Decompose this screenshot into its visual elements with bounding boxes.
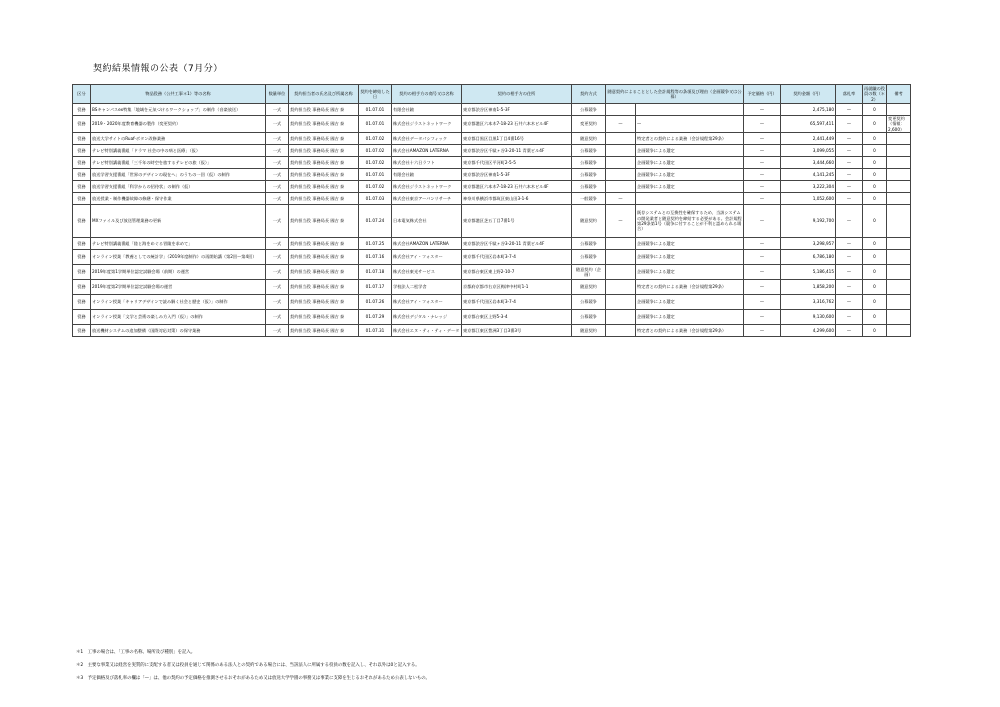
cell-item-name: 放送機材システムの追加整備（国際対応対策）の保守業務 (91, 324, 266, 336)
cell-officer-count: 0 (863, 132, 887, 144)
cell-partner: 株式会社ジラストネットワーク (392, 116, 462, 133)
cell-remarks (887, 168, 911, 180)
cell-method: 随意契約 (572, 279, 606, 294)
cell-category: 役務 (73, 249, 91, 264)
cell-method: 変更契約 (572, 116, 606, 133)
cell-address: 東京都千代田区岩本町3-7-4 (462, 294, 572, 309)
table-row (73, 156, 911, 168)
table-row (73, 264, 911, 279)
cell-planned-price: — (744, 204, 781, 237)
cell-method: 公募競争 (572, 144, 606, 156)
cell-quantity: 一式 (266, 249, 289, 264)
table-row (73, 237, 911, 249)
cell-officer: 契約担当役 事務局長 國吉 泰 (289, 132, 359, 144)
cell-remarks (887, 132, 911, 144)
cell-rate: — (836, 279, 863, 294)
cell-category: 役務 (73, 204, 91, 237)
cell-method: 公募競争 (572, 249, 606, 264)
cell-officer: 契約担当役 事務局長 國吉 泰 (289, 168, 359, 180)
cell-address: 東京都台東区東上野2-10-7 (462, 264, 572, 279)
table-row (73, 144, 911, 156)
cell-method: 一般競争 (572, 192, 606, 204)
cell-officer: 契約担当役 事務局長 國吉 泰 (289, 309, 359, 324)
cell-quantity: 一式 (266, 294, 289, 309)
cell-amount: 6,786,180 (781, 249, 836, 264)
cell-officer-count: 0 (863, 144, 887, 156)
cell-planned-price: — (744, 168, 781, 180)
cell-date: 01.07.29 (359, 309, 392, 324)
footnote: ＊2 主要な事業又は経営を実質的に支配する者又は役員を通じて関係のある法人との契約である場合には、当該法人に所属する役員の数を記入し、それ以外は0と記入する。 (76, 663, 420, 668)
cell-item-name: 2019・2020年度教育機器の製作（変更契約） (91, 116, 266, 133)
cell-reason (606, 132, 636, 144)
cell-officer-count: 0 (863, 237, 887, 249)
cell-planned-price: — (744, 192, 781, 204)
footnotes (76, 646, 430, 685)
cell-remarks (887, 237, 911, 249)
cell-partner: 株式会社アイ・フォスター (392, 249, 462, 264)
cell-date: 01.07.17 (359, 279, 392, 294)
cell-partner: 有限会社鎚 (392, 168, 462, 180)
cell-reason (606, 156, 636, 168)
cell-address: 東京都渋谷区神南1-5-3F (462, 104, 572, 116)
cell-partner: 株式会社十六日ラフト (392, 156, 462, 168)
cell-officer: 契約担当役 事務局長 國吉 泰 (289, 204, 359, 237)
cell-reason (606, 144, 636, 156)
cell-method: 随意契約 (572, 204, 606, 237)
cell-remarks: 変更契約（情報：2,600） (887, 116, 911, 133)
cell-reason (606, 168, 636, 180)
cell-officer-count: 0 (863, 279, 887, 294)
cell-reason (606, 249, 636, 264)
cell-rate: — (836, 264, 863, 279)
cell-item-name: 放送授業・制作機器故障の修繕・保守作業 (91, 192, 266, 204)
cell-address: 東京都港区六本木7-18-23 石井六本木ビル4F (462, 180, 572, 192)
cell-officer: 契約担当役 事務局長 國吉 泰 (289, 237, 359, 249)
header-cell: 契約金額（円） (781, 85, 836, 104)
cell-reason-detail: 既存システムとの互換性を確保するため、当該システムの開発業者と随意契約を締結する必要がある。会計規程第29条第1号（競争に付することが不利と認められる場合） (636, 204, 744, 237)
table-header-row (73, 85, 911, 104)
cell-reason (606, 294, 636, 309)
cell-officer-count: 0 (863, 264, 887, 279)
header-cell: 物品役務（公共工事＊1）等の名称 (91, 85, 266, 104)
cell-amount: 2,475,180 (781, 104, 836, 116)
cell-amount: 3,444,660 (781, 156, 836, 168)
cell-date: 01.07.25 (359, 237, 392, 249)
table-row (73, 168, 911, 180)
cell-officer-count: 0 (863, 156, 887, 168)
cell-amount: 3,316,762 (781, 294, 836, 309)
cell-planned-price: — (744, 104, 781, 116)
cell-item-name: MXファイル及び放送管理業務の更新 (91, 204, 266, 237)
cell-officer-count: 0 (863, 168, 887, 180)
cell-quantity: 一式 (266, 116, 289, 133)
cell-item-name: テレビ特別講義番組「三千年の時空を旅するテレビの旅（仮）」 (91, 156, 266, 168)
cell-partner: 日本電気株式会社 (392, 204, 462, 237)
cell-quantity: 一式 (266, 168, 289, 180)
cell-category: 役務 (73, 116, 91, 133)
cell-amount: 1,052,600 (781, 192, 836, 204)
cell-reason-detail: 企画競争による選定 (636, 144, 744, 156)
cell-amount: 9,192,700 (781, 204, 836, 237)
header-cell: 再就職の役員の数（＊2） (864, 86, 885, 102)
cell-amount: 1,858,200 (781, 279, 836, 294)
cell-officer-count: 0 (863, 180, 887, 192)
table-row (73, 309, 911, 324)
cell-quantity: 一式 (266, 144, 289, 156)
cell-rate: — (836, 324, 863, 336)
cell-reason-detail (636, 192, 744, 204)
cell-officer: 契約担当役 事務局長 國吉 泰 (289, 324, 359, 336)
cell-category: 役務 (73, 324, 91, 336)
cell-reason-detail: 企画競争による選定 (636, 264, 744, 279)
cell-category: 役務 (73, 168, 91, 180)
cell-category: 役務 (73, 192, 91, 204)
cell-officer: 契約担当役 事務局長 國吉 泰 (289, 180, 359, 192)
table-row (73, 180, 911, 192)
cell-rate: — (836, 132, 863, 144)
cell-item-name: 放送大学サイトのRuaf-ボタン改修業務 (91, 132, 266, 144)
cell-date: 01.07.02 (359, 144, 392, 156)
header-cell: 予定価格（円） (744, 85, 781, 104)
cell-reason (606, 264, 636, 279)
cell-officer: 契約担当役 事務局長 國吉 泰 (289, 104, 359, 116)
cell-amount: 3,222,304 (781, 180, 836, 192)
cell-remarks (887, 249, 911, 264)
cell-officer: 契約担当役 事務局長 國吉 泰 (289, 294, 359, 309)
cell-reason-detail: 特定者との契約による業務（会計規程第29条） (636, 132, 744, 144)
cell-remarks (887, 204, 911, 237)
cell-officer: 契約担当役 事務局長 國吉 泰 (289, 279, 359, 294)
cell-quantity: 一式 (266, 309, 289, 324)
cell-planned-price: — (744, 156, 781, 168)
cell-address: 東京都千代田区平河町2-5-5 (462, 156, 572, 168)
cell-partner: 株式会社東京アーバンリサーチ (392, 192, 462, 204)
cell-method: 随意契約（企画） (572, 264, 606, 279)
cell-quantity: 一式 (266, 132, 289, 144)
cell-reason-detail: 企画競争による選定 (636, 249, 744, 264)
cell-amount: 65,597,411 (781, 116, 836, 133)
cell-partner: 有限会社鎚 (392, 104, 462, 116)
cell-planned-price: — (744, 264, 781, 279)
header-cell: 契約を締結した日 (359, 85, 392, 104)
table-row (73, 324, 911, 336)
cell-officer: 契約担当役 事務局長 國吉 泰 (289, 264, 359, 279)
cell-remarks (887, 192, 911, 204)
cell-date: 01.07.03 (359, 192, 392, 204)
cell-quantity: 一式 (266, 324, 289, 336)
cell-date: 01.07.02 (359, 156, 392, 168)
cell-amount: 3,298,957 (781, 237, 836, 249)
cell-category: 役務 (73, 104, 91, 116)
cell-rate: — (836, 116, 863, 133)
cell-partner: 株式会社エヌ・ティ・ティ・データ (392, 324, 462, 336)
cell-planned-price: — (744, 249, 781, 264)
cell-category: 役務 (73, 156, 91, 168)
cell-reason-detail: 特定者との契約による業務（会計規程第29条） (636, 324, 744, 336)
cell-date: 01.07.01 (359, 116, 392, 133)
cell-item-name: 放送学習支援番組「世界のデザインの現在へ」のうちの一回（仮）の制作 (91, 168, 266, 180)
cell-partner: 株式会社東光サービス (392, 264, 462, 279)
cell-planned-price: — (744, 116, 781, 133)
cell-date: 01.07.02 (359, 132, 392, 144)
header-cell: 契約担当者の氏名及び所属名称 (289, 85, 359, 104)
footnote: ＊3 予定価格及び落札率の欄は「—」は、他の契約の予定価格を推測させるおそれがあるため又は放送大学学園の事務又は事業に支障を生じるおそれがあるため公表しないもの。 (76, 676, 430, 681)
cell-rate: — (836, 144, 863, 156)
table-row (73, 279, 911, 294)
cell-quantity: 一式 (266, 237, 289, 249)
footnote: ＊1 工事の場合は、「工事の名称、場所及び種別」を記入。 (76, 650, 196, 655)
cell-quantity: 一式 (266, 104, 289, 116)
cell-address: 東京都港区芝五丁目7番1号 (462, 204, 572, 237)
cell-item-name: テレビ特別講義番組「陸と海をめぐる冒険を求めて」 (91, 237, 266, 249)
cell-method: 公募競争 (572, 237, 606, 249)
cell-address: 東京都目黒区目黒1丁目4番16号 (462, 132, 572, 144)
table-row (73, 132, 911, 144)
cell-partner: 株式会社AMAZON LATERNA (392, 237, 462, 249)
cell-officer: 契約担当役 事務局長 國吉 泰 (289, 249, 359, 264)
cell-item-name: 2019年度第2学期単位認定試験会場の運営 (91, 279, 266, 294)
cell-reason (606, 104, 636, 116)
cell-remarks (887, 180, 911, 192)
cell-category: 役務 (73, 132, 91, 144)
cell-officer-count: 0 (863, 192, 887, 204)
cell-category: 役務 (73, 264, 91, 279)
header-cell: 契約の相手方の住所 (462, 85, 572, 104)
table-row (73, 192, 911, 204)
cell-item-name: 放送学習支援番組「科学からの招待状」の制作（仮） (91, 180, 266, 192)
cell-planned-price: — (744, 279, 781, 294)
cell-reason-detail (636, 104, 744, 116)
cell-planned-price: — (744, 237, 781, 249)
cell-reason: — (606, 204, 636, 237)
header-cell: 区分 (73, 85, 91, 104)
header-cell: 備考 (887, 85, 911, 104)
cell-address: 神奈川県横浜市都筑区東山田3-1-6 (462, 192, 572, 204)
cell-reason-detail: 企画競争による選定 (636, 237, 744, 249)
cell-rate: — (836, 168, 863, 180)
cell-date: 01.07.24 (359, 204, 392, 237)
cell-rate: — (836, 249, 863, 264)
cell-rate: — (836, 294, 863, 309)
cell-date: 01.07.16 (359, 249, 392, 264)
cell-item-name: 2019年度第1学期単位認定試験会場（前期）の運営 (91, 264, 266, 279)
cell-quantity: 一式 (266, 156, 289, 168)
cell-category: 役務 (73, 309, 91, 324)
cell-planned-price: — (744, 180, 781, 192)
cell-officer: 契約担当役 事務局長 國吉 泰 (289, 192, 359, 204)
cell-rate: — (836, 156, 863, 168)
cell-item-name: オンライン授業「キャリアデザインで読み解く社会と歴史（仮）」の制作 (91, 294, 266, 309)
table-row (73, 249, 911, 264)
cell-item-name: オンライン授業「教養としての統計学」（2019年度制作）の再開始講（第2回～第4回） (91, 249, 266, 264)
cell-amount: 3,099,055 (781, 144, 836, 156)
cell-method: 公募競争 (572, 168, 606, 180)
cell-officer-count: 0 (863, 249, 887, 264)
cell-method: 公募競争 (572, 104, 606, 116)
cell-officer-count: 0 (863, 294, 887, 309)
cell-method: 公募競争 (572, 294, 606, 309)
header-cell: 落札率 (836, 85, 863, 104)
cell-category: 役務 (73, 294, 91, 309)
cell-date: 01.07.02 (359, 180, 392, 192)
cell-remarks (887, 156, 911, 168)
cell-officer: 契約担当役 事務局長 國吉 泰 (289, 156, 359, 168)
header-cell: 契約の相手方の商号又は名称 (392, 85, 462, 104)
cell-reason-detail: — (636, 116, 744, 133)
header-cell: 契約方式 (572, 85, 606, 104)
cell-remarks (887, 324, 911, 336)
cell-quantity: 一式 (266, 180, 289, 192)
cell-item-name: BSキャンパスex特集「地域を元気づけるワークショップ」の制作（音楽放送） (91, 104, 266, 116)
cell-category: 役務 (73, 279, 91, 294)
cell-address: 東京都港区六本木7-18-23 石井六本木ビル4F (462, 116, 572, 133)
cell-remarks (887, 309, 911, 324)
cell-officer: 契約担当役 事務局長 國吉 泰 (289, 144, 359, 156)
page-title: 契約結果情報の公表（7月分） (93, 64, 223, 74)
cell-reason: — (606, 116, 636, 133)
cell-address: 東京都渋谷区千駄ヶ谷3-20-11 青葉ビル4F (462, 237, 572, 249)
cell-reason-detail: 企画競争による選定 (636, 309, 744, 324)
table-row (73, 104, 911, 116)
cell-rate: — (836, 237, 863, 249)
cell-partner: 株式会社ジラストネットワーク (392, 180, 462, 192)
cell-reason-detail: 企画競争による選定 (636, 180, 744, 192)
cell-category: 役務 (73, 237, 91, 249)
cell-address: 東京都江東区豊洲3丁目3番3号 (462, 324, 572, 336)
cell-rate: — (836, 192, 863, 204)
cell-date: 01.07.18 (359, 264, 392, 279)
cell-planned-price: — (744, 324, 781, 336)
cell-partner: 株式会社デジタル・ナレッジ (392, 309, 462, 324)
cell-date: 01.07.26 (359, 294, 392, 309)
cell-reason: — (606, 192, 636, 204)
cell-officer: 契約担当役 事務局長 國吉 泰 (289, 116, 359, 133)
header-cell: 数量単位 (266, 85, 289, 104)
table-row (73, 204, 911, 237)
cell-remarks (887, 264, 911, 279)
cell-officer-count: 0 (863, 104, 887, 116)
cell-planned-price: — (744, 144, 781, 156)
cell-officer-count: 0 (863, 116, 887, 133)
cell-planned-price: — (744, 294, 781, 309)
cell-item-name: テレビ特別講義番組「ドラマ 社会の中の病と医療」（仮） (91, 144, 266, 156)
cell-partner: 株式会社アイ・フォスター (392, 294, 462, 309)
cell-address: 東京都渋谷区神南1-5-3F (462, 168, 572, 180)
table-row (73, 294, 911, 309)
contract-results-table (72, 84, 911, 337)
cell-quantity: 一式 (266, 192, 289, 204)
cell-category: 役務 (73, 144, 91, 156)
cell-reason (606, 180, 636, 192)
cell-amount: 2,441,449 (781, 132, 836, 144)
cell-method: 公募競争 (572, 309, 606, 324)
cell-date: 01.07.01 (359, 104, 392, 116)
cell-planned-price: — (744, 132, 781, 144)
cell-method: 公募競争 (572, 156, 606, 168)
cell-planned-price: — (744, 309, 781, 324)
cell-partner: 学校法人二松学舎 (392, 279, 462, 294)
cell-reason-detail: 企画競争による選定 (636, 156, 744, 168)
cell-amount: 4,141,245 (781, 168, 836, 180)
cell-method: 随意契約 (572, 132, 606, 144)
cell-reason-detail: 企画競争による選定 (636, 168, 744, 180)
cell-category: 役務 (73, 180, 91, 192)
header-cell: 随意契約によることとした会計規程等の条項及び理由（企画競争又は公募） (606, 85, 744, 104)
cell-remarks (887, 279, 911, 294)
cell-rate: — (836, 309, 863, 324)
cell-amount: 4,299,600 (781, 324, 836, 336)
cell-reason (606, 237, 636, 249)
cell-remarks (887, 104, 911, 116)
cell-rate: — (836, 180, 863, 192)
cell-remarks (887, 294, 911, 309)
table-row (73, 116, 911, 133)
cell-quantity: 一式 (266, 264, 289, 279)
cell-officer-count: 0 (863, 204, 887, 237)
cell-address: 東京都渋谷区千駄ヶ谷3-20-11 青葉ビル4F (462, 144, 572, 156)
cell-reason (606, 324, 636, 336)
cell-rate: — (836, 104, 863, 116)
cell-rate: — (836, 204, 863, 237)
cell-partner: 株式会社データパシフィック (392, 132, 462, 144)
cell-quantity: 一式 (266, 204, 289, 237)
cell-reason-detail: 企画競争による選定 (636, 294, 744, 309)
cell-item-name: オンライン授業「文学と芸術の楽しみ方入門（仮）」の制作 (91, 309, 266, 324)
cell-remarks (887, 144, 911, 156)
cell-quantity: 一式 (266, 279, 289, 294)
cell-address: 東京都台東区上野5-3-4 (462, 309, 572, 324)
cell-reason (606, 279, 636, 294)
cell-amount: 9,130,600 (781, 309, 836, 324)
cell-officer-count: 0 (863, 309, 887, 324)
cell-officer-count: 0 (863, 324, 887, 336)
cell-method: 公募競争 (572, 180, 606, 192)
cell-method: 随意契約 (572, 324, 606, 336)
cell-address: 京都府京都市右京区梅津中村町1-1 (462, 279, 572, 294)
cell-reason (606, 309, 636, 324)
cell-address: 東京都千代田区岩本町3-7-4 (462, 249, 572, 264)
cell-reason-detail: 特定者との契約による業務（会計規程第29条） (636, 279, 744, 294)
cell-date: 01.07.01 (359, 168, 392, 180)
cell-date: 01.07.31 (359, 324, 392, 336)
cell-amount: 5,186,415 (781, 264, 836, 279)
cell-partner: 株式会社AMAZON LATERNA (392, 144, 462, 156)
